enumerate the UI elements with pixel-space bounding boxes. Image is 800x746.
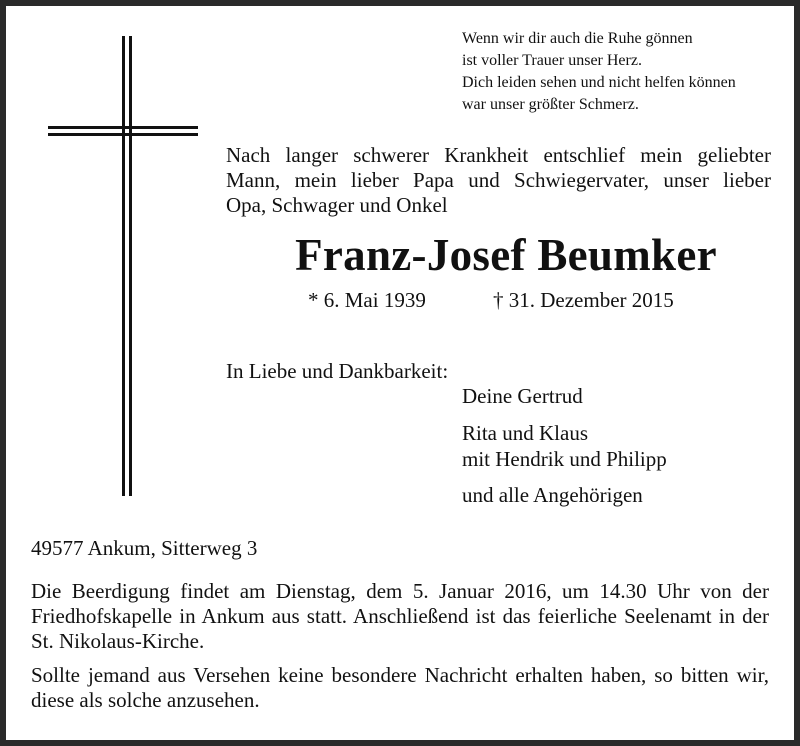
intro-line: Opa, Schwager und Onkel — [226, 193, 448, 217]
mourner-children: Rita und Klaus — [462, 421, 588, 445]
thanks-heading: In Liebe und Dankbarkeit: — [226, 359, 449, 383]
address: 49577 Ankum, Sitterweg 3 — [31, 536, 258, 560]
mourner-relatives: und alle Angehörigen — [462, 483, 643, 507]
poem-line: ist voller Trauer unser Herz. — [462, 52, 642, 69]
intro-text — [226, 143, 771, 218]
cross-icon — [48, 36, 198, 496]
obituary-notice — [6, 6, 794, 740]
funeral-line: Friedhofskapelle in Ankum aus statt. Anschließend ist das feierliche Seelenamt in der — [31, 604, 769, 628]
intro-line: Mann, mein lieber Papa und Schwiegervater, unser lieber — [226, 168, 771, 192]
mourner-grandchildren: mit Hendrik und Philipp — [462, 447, 667, 471]
notice-line: diese als solche anzusehen. — [31, 688, 260, 712]
notice-line: Sollte jemand aus Versehen keine besondere Nachricht erhalten haben, so bitten wir, — [31, 663, 769, 687]
poem-line: war unser größter Schmerz. — [462, 96, 639, 113]
poem — [462, 28, 736, 116]
funeral-line: St. Nikolaus-Kirche. — [31, 629, 205, 653]
intro-line: Nach langer schwerer Krankheit entschlief mein geliebter — [226, 143, 771, 167]
notice-paragraph — [31, 663, 769, 713]
funeral-line: Die Beerdigung findet am Dienstag, dem 5. Januar 2016, um 14.30 Uhr von der — [31, 579, 769, 603]
birth-date: * 6. Mai 1939 — [308, 288, 426, 312]
poem-line: Dich leiden sehen und nicht helfen können — [462, 74, 736, 91]
mourner-wife: Deine Gertrud — [462, 384, 583, 408]
funeral-paragraph — [31, 579, 769, 654]
deceased-name: Franz-Josef Beumker — [295, 230, 717, 280]
death-date: † 31. Dezember 2015 — [493, 288, 674, 312]
poem-line: Wenn wir dir auch die Ruhe gönnen — [462, 30, 693, 47]
